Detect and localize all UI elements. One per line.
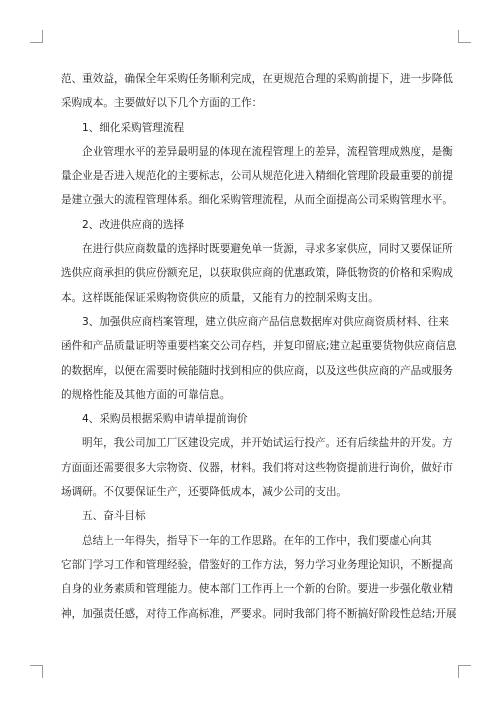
text-line: 是建立强大的流程管理体系。细化采购管理流程，从而全面提高公司采购管理水平。 — [61, 194, 453, 207]
text-line: 的数据库，以便在需要时候能随时找到相应的供应商，以及这些供应商的产品或服务 — [61, 364, 453, 377]
text-line: 神，加强责任感，对待工作高标准，严要求。同时我部门将不断搞好阶段性总结;开展 — [61, 607, 457, 620]
text-line: 方面面还需要很多大宗物资、仪器，材料。我们将对这些物资提前进行询价，做好市 — [61, 461, 453, 474]
document-body — [61, 67, 457, 626]
text-line: 的规格性能及其他方面的可靠信息。 — [61, 388, 231, 401]
text-line: 场调研。不仅要保证生产，还要降低成本，减少公司的支出。 — [61, 486, 348, 499]
text-line: 范、重效益，确保全年采购任务顺利完成，在更规范合理的采购前提下，进一步降低 — [61, 73, 453, 85]
text-line: 本。这样既能保证采购物资供应的质量，又能有力的控制采购支出。 — [61, 291, 379, 304]
page-corner-mark-bottom-left — [30, 665, 43, 678]
text-line: 选供应商承担的供应份额充足，以获取供应商的优惠政策，降低物资的价格和采购成 — [61, 267, 453, 280]
text-line: 明年，我公司加工厂区建设完成，并开始试运行投产。还有后续盐井的开发。方 — [82, 437, 453, 450]
text-line: 五、奋斗目标 — [82, 510, 146, 523]
text-line: 2、改进供应商的选择 — [82, 218, 185, 231]
text-line: 函件和产品质量证明等重要档案交公司存档，并复印留底;建立起重要货物供应商信息 — [61, 340, 457, 353]
page-corner-mark-top-right — [458, 30, 471, 43]
text-line: 在进行供应商数量的选择时既要避免单一货源，寻求多家供应，同时又要保证所 — [82, 243, 453, 256]
page-corner-mark-bottom-right — [458, 665, 471, 678]
text-line: 量企业是否进入规范化的主要标志，公司从规范化进入精细化管理阶段最重要的前提 — [61, 170, 453, 183]
text-line: 4、采购员根据采购申请单提前询价 — [82, 413, 248, 426]
text-line: 采购成本。主要做好以下几个方面的工作： — [61, 97, 263, 110]
text-line: 3、加强供应商档案管理，建立供应商产品信息数据库对供应商资质材料、往来 — [82, 315, 449, 328]
page-corner-mark-top-left — [30, 30, 43, 43]
text-line: 总结上一年得失，指导下一年的工作思路。在年的工作中，我们要虚心向其 — [82, 534, 432, 547]
text-line: 它部门学习工作和管理经验，借鉴好的工作方法，努力学习业务理论知识，不断提高 — [61, 558, 453, 571]
text-line: 企业管理水平的差异最明显的体现在流程管理上的差异，流程管理成熟度，是衡 — [82, 145, 453, 158]
text-line: 1、细化采购管理流程 — [82, 121, 185, 134]
text-line: 自身的业务素质和管理能力。使本部门工作再上一个新的台阶。要进一步强化敬业精 — [61, 583, 453, 596]
